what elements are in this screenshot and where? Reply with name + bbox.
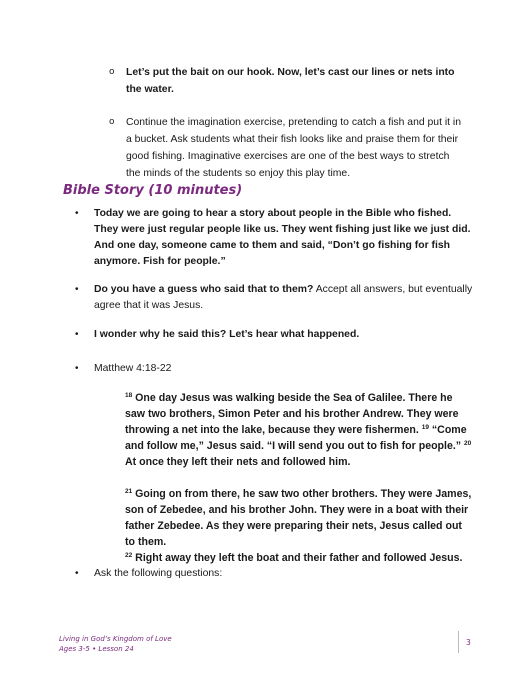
bullet-bold: Do you have a guess who said that to them? — [94, 284, 314, 295]
bullet-text — [94, 327, 474, 343]
bullet-plain: Accept all answers, but eventually agree that it was Jesus. — [94, 284, 473, 311]
footer-title: Living in God’s Kingdom of Love — [59, 635, 172, 643]
bullet-text — [94, 361, 474, 377]
footer — [59, 634, 172, 654]
page-number: 3 — [466, 638, 471, 647]
verse-number: 20 — [464, 440, 472, 447]
verse-number: 21 — [125, 488, 133, 495]
footer-divider — [458, 631, 459, 653]
verse-number: 22 — [125, 552, 133, 559]
bullet-plain: Matthew 4:18-22 — [94, 363, 172, 374]
verse-text: Right away they left the boat and their father and followed Jesus. — [132, 552, 463, 564]
section-heading: Bible Story (10 minutes) — [63, 183, 243, 198]
verse-text: One day Jesus was walking beside the Sea of Galilee. There he saw two brothers, Simon Peter and his brother Andrew. They were throwing a net into the lake, because they were fishermen. — [125, 392, 459, 436]
verse-number: 18 — [125, 392, 133, 399]
verse-text: At once they left their nets and followed him. — [125, 456, 351, 468]
scripture-paragraph-2 — [125, 486, 473, 566]
sub-bullet-marker: o — [109, 67, 115, 77]
bullet-text: Ask the following questions: — [94, 568, 223, 579]
bullet-text — [94, 206, 474, 270]
bullet-marker: • — [75, 329, 79, 340]
bullet-marker: • — [75, 363, 79, 374]
bullet-marker: • — [75, 284, 79, 295]
sub-item-plain: Continue the imagination exercise, pretending to catch a fish and put it in a bucket. Ask students what their fish looks like and praise them for their good fishing. Imaginative exercises are one of the best ways to stretch the minds of the students so enjoy this play time. — [126, 117, 462, 179]
sub-item-bold: Let’s put the bait on our hook. Now, let’s cast our lines or nets into the water. — [126, 67, 455, 95]
verse-text: Going on from there, he saw two other brothers. They were James, son of Zebedee, and his brother John. They were in a boat with their father Zebedee. As they were preparing their nets, Jesus called out to them. — [125, 488, 472, 548]
footer-lesson: Ages 3-5 • Lesson 24 — [59, 645, 134, 653]
sub-bullet-marker: o — [109, 117, 115, 127]
scripture-paragraph-1 — [125, 390, 473, 470]
sub-item-text — [126, 64, 466, 98]
bullet-bold: I wonder why he said this? Let’s hear what happened. — [94, 329, 360, 340]
bullet-text — [94, 282, 474, 314]
verse-number: 19 — [421, 424, 429, 431]
verse-text: “Come and follow me,” Jesus said. “I will send you out to fish for people.” — [125, 424, 467, 452]
sub-item-text — [126, 114, 466, 182]
bullet-marker: • — [75, 208, 79, 219]
bullet-marker: • — [75, 568, 79, 579]
bullet-bold: Today we are going to hear a story about people in the Bible who fished. They were just regular people like us. They went fishing just like we just did. And one day, someone came to them and said, “Don’t go fishing for fish anymore. Fish for people.” — [94, 208, 471, 267]
